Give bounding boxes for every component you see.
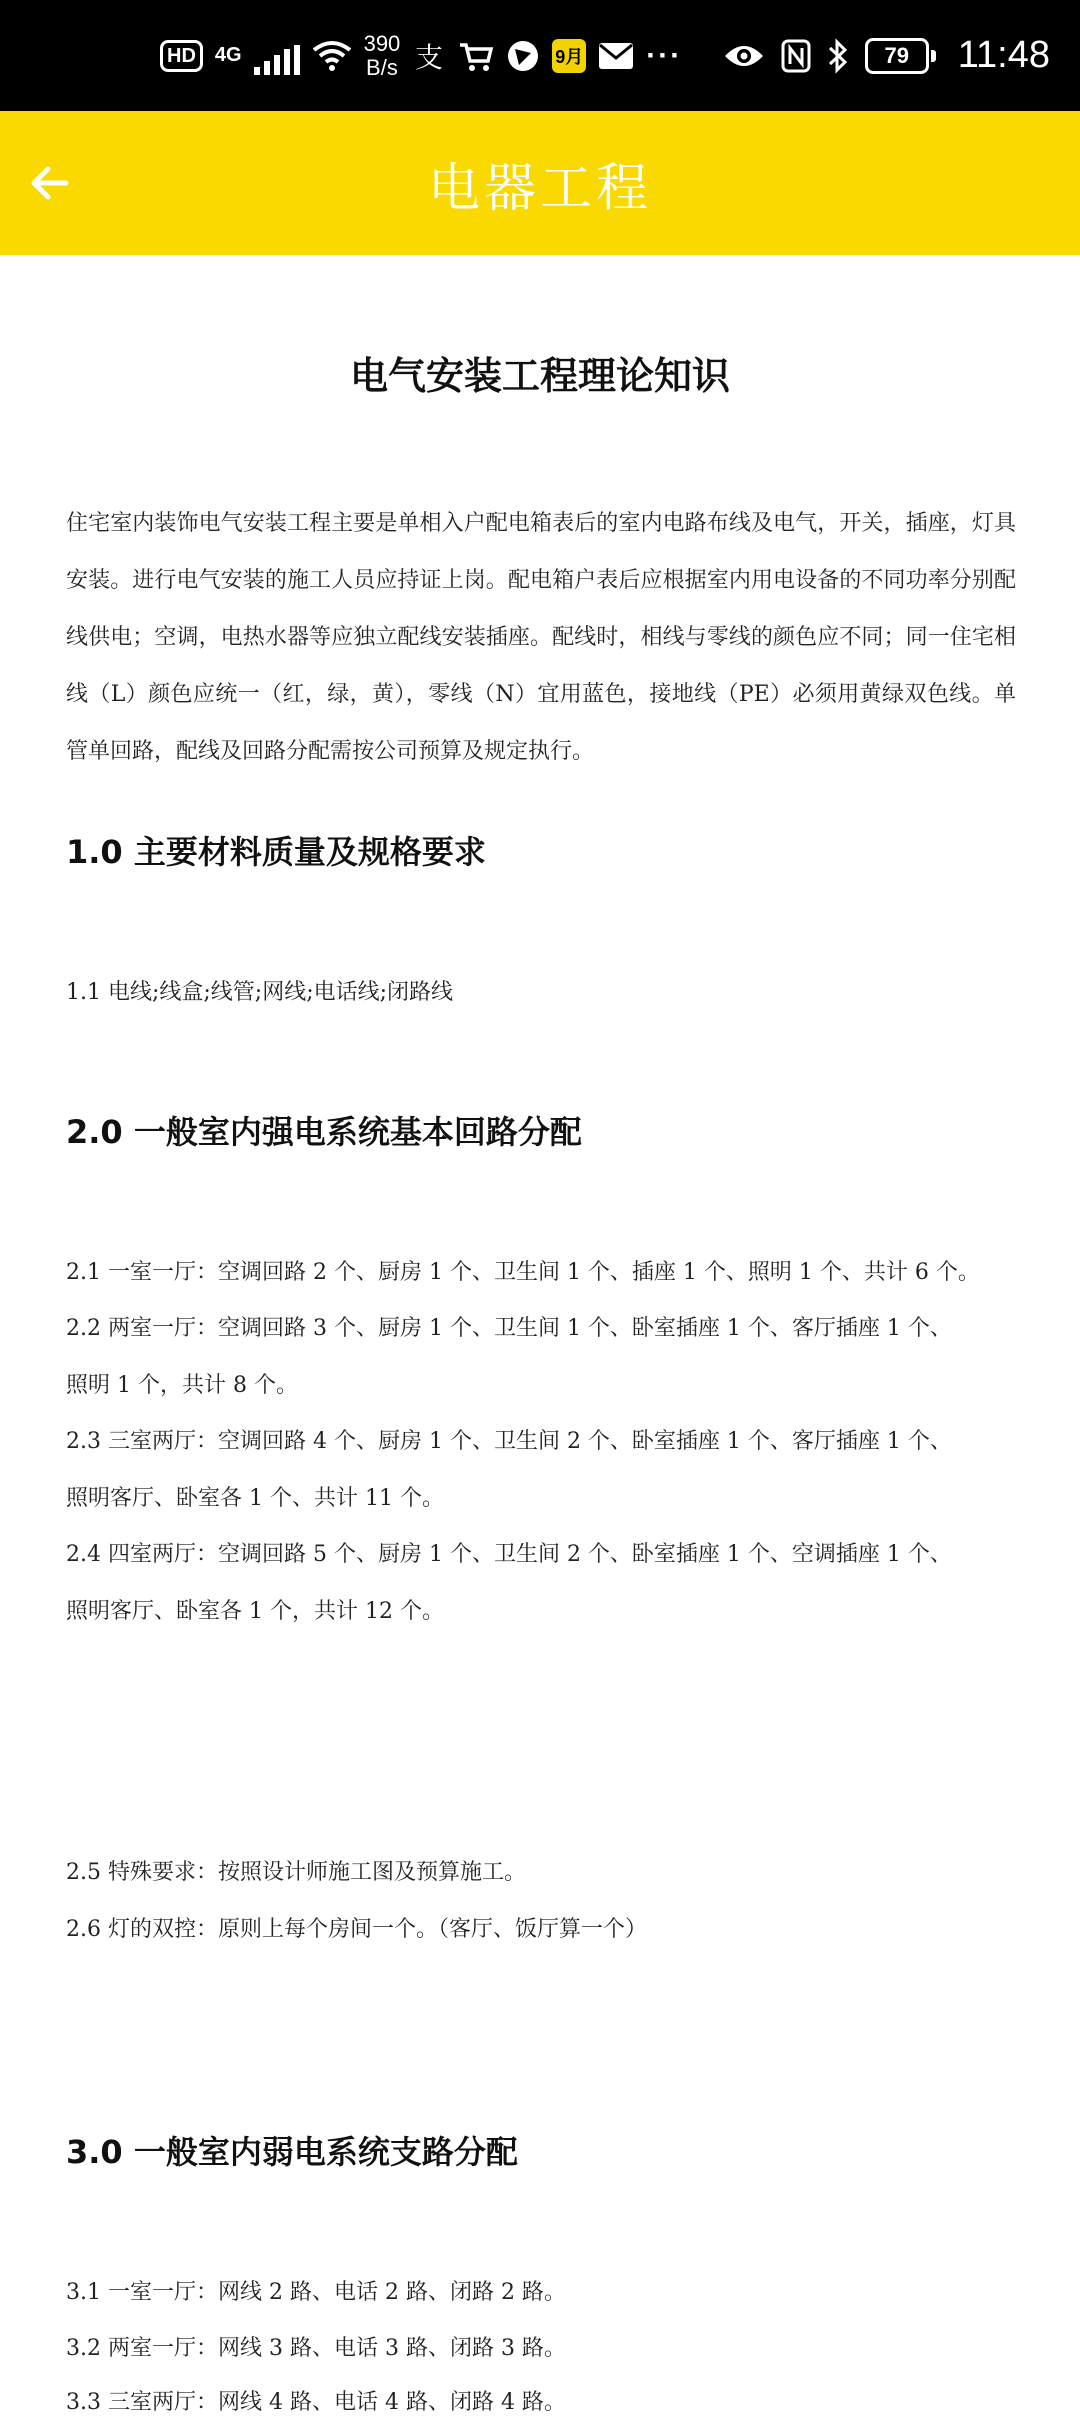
network-type-label: 4G — [214, 44, 242, 66]
list-item-2-3-line1: 2.3 三室两厅：空调回路 4 个、厨房 1 个、卫生间 2 个、卧室插座 1 个、客厅插座 1 个、 — [66, 1429, 952, 1454]
list-item-3-1: 3.1 一室一厅：网线 2 路、电话 2 路、闭路 2 路。 — [66, 2280, 566, 2305]
list-item-2-2-line1: 2.2 两室一厅：空调回路 3 个、厨房 1 个、卫生间 1 个、卧室插座 1 个、客厅插座 1 个、 — [66, 1316, 952, 1341]
list-item-2-3-line2: 照明客厅、卧室各 1 个、共计 11 个。 — [66, 1486, 444, 1511]
more-notifications-icon: ··· — [646, 38, 683, 72]
shopping-cart-icon — [458, 39, 494, 73]
nfc-icon — [781, 39, 811, 73]
network-speed — [364, 32, 401, 80]
list-item-3-2: 3.2 两室一厅：网线 3 路、电话 3 路、闭路 3 路。 — [66, 2336, 566, 2361]
cell-signal-icon — [254, 45, 300, 75]
alipay-icon — [412, 39, 446, 73]
bluetooth-icon — [827, 38, 849, 74]
list-item-2-5: 2.5 特殊要求：按照设计师施工图及预算施工。 — [66, 1860, 526, 1885]
wifi-icon — [312, 40, 352, 72]
status-time: 11:48 — [957, 34, 1050, 76]
battery-level: 79 — [865, 38, 929, 74]
list-item-1-1: 1.1 电线;线盒;线管;网线;电话线;闭路线 — [66, 980, 454, 1005]
calendar-app-icon: 9月 — [552, 39, 586, 73]
section-heading-1: 1.0 主要材料质量及规格要求 — [66, 833, 486, 871]
svg-text:支: 支 — [415, 40, 444, 73]
section-heading-2: 2.0 一般室内强电系统基本回路分配 — [66, 1113, 582, 1151]
list-item-2-1: 2.1 一室一厅：空调回路 2 个、厨房 1 个、卫生间 1 个、插座 1 个、照明 1 个、共计 6 个。 — [66, 1260, 980, 1285]
list-item-2-4-line1: 2.4 四室两厅：空调回路 5 个、厨房 1 个、卫生间 2 个、卧室插座 1 个、空调插座 1 个、 — [66, 1542, 952, 1567]
list-item-3-3: 3.3 三室两厅：网线 4 路、电话 4 路、闭路 4 路。 — [66, 2390, 566, 2415]
battery-cap — [931, 50, 936, 62]
battery-indicator — [865, 38, 936, 74]
eye-comfort-icon — [723, 42, 765, 70]
intro-paragraph: 住宅室内装饰电气安装工程主要是单相入户配电箱表后的室内电路布线及电气，开关，插座，灯具安装。进行电气安装的施工人员应持证上岗。配电箱户表后应根据室内用电设备的不同功率分别配线供电；空调，电热水器等应独立配线安装插座。配线时，相线与零线的颜色应不同；同一住宅相线（L）颜色应统一（红，绿，黄），零线（N）宜用蓝色，接地线（PE）必须用黄绿双色线。单管单回路，配线及回路分配需按公司预算及规定执行。 — [66, 511, 1016, 764]
section-heading-3: 3.0 一般室内弱电系统支路分配 — [66, 2133, 518, 2171]
hd-voice-badge: HD — [160, 40, 203, 72]
article-title: 电气安装工程理论知识 — [349, 354, 730, 398]
browser-app-icon — [506, 39, 540, 73]
page-title: 电器工程 — [427, 158, 652, 219]
list-item-2-2-line2: 照明 1 个，共计 8 个。 — [66, 1373, 298, 1398]
status-bar-left — [160, 0, 682, 111]
list-item-2-6: 2.6 灯的双控：原则上每个房间一个。（客厅、饭厅算一个） — [66, 1917, 647, 1942]
network-speed-value: 390 — [363, 30, 401, 56]
network-speed-unit: B/s — [366, 54, 398, 80]
mail-icon — [598, 42, 634, 70]
app-header — [0, 111, 1080, 255]
status-bar-right — [723, 0, 1050, 111]
status-bar — [0, 0, 1080, 111]
list-item-2-4-line2: 照明客厅、卧室各 1 个，共计 12 个。 — [66, 1599, 444, 1624]
